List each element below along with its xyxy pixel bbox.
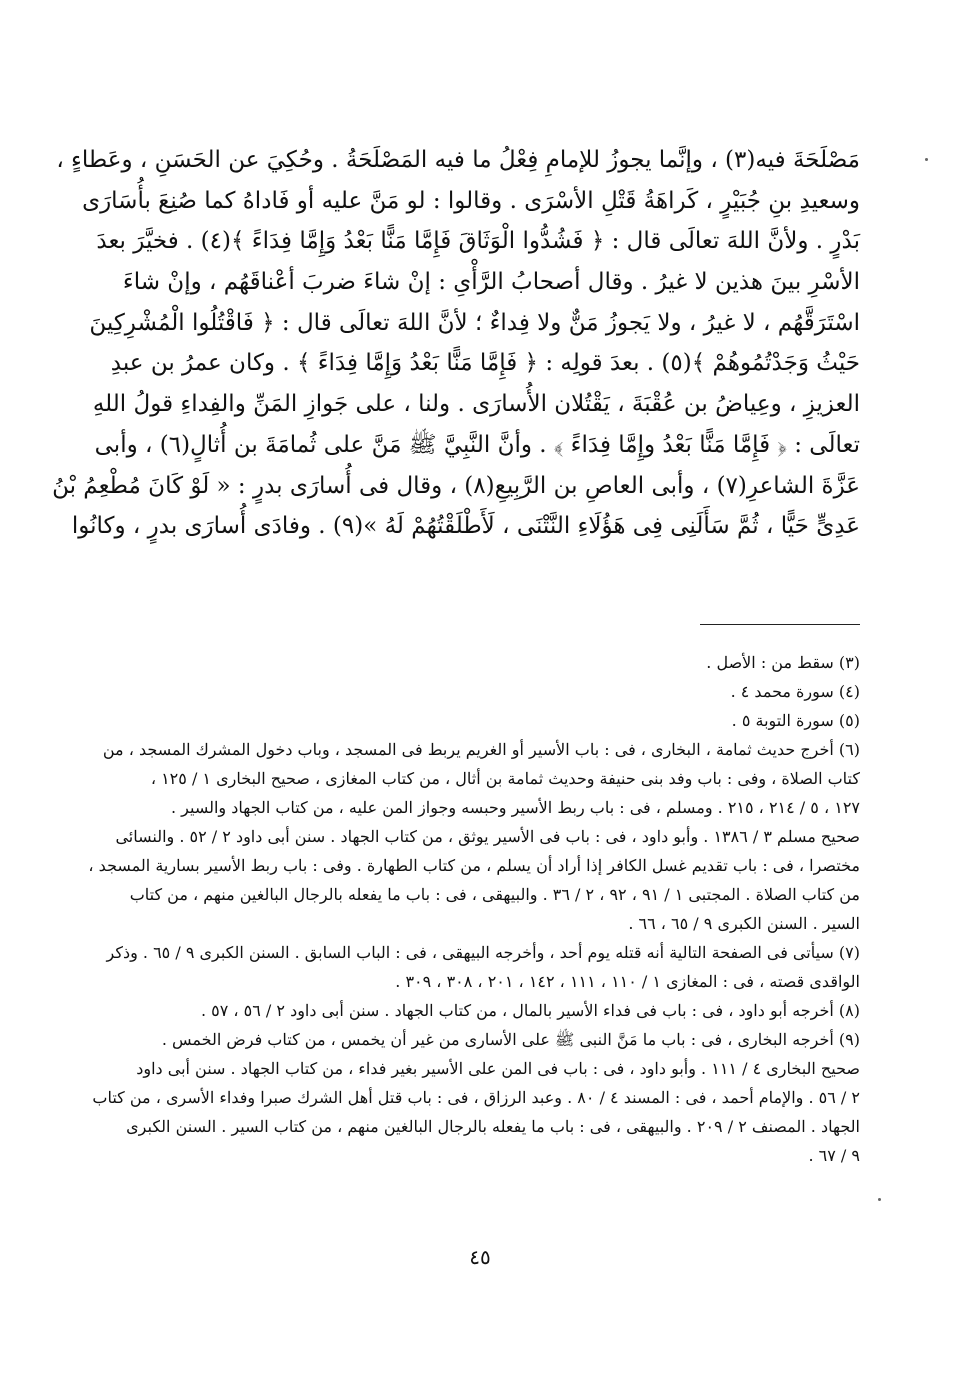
footnote-line: كتاب الصلاة ، وفى : باب وفد بنى حنيفة وحديث ثمامة بن أثال ، من كتاب المغازى ، صحيح البخارى ١ / ١٢٥ ، bbox=[150, 769, 860, 788]
main-text-line: العزيزِ ، وعِياضُ بن عُقْبَةَ ، يَقْتُلان الأُسارَى . ولنا ، على جَوازِ المَنِّ والفِداءِ قولُ اللهِ bbox=[92, 391, 860, 418]
main-text-line: حَيْثُ وَجَدْتُمُوهُمْ ﴾(٥) . بعدَ قولِه : ﴿ فَإِمَّا مَنًّا بَعْدُ وَإِمَّا فِدَاءً ﴾ . وكان عمرُ بن عبدِ bbox=[110, 350, 860, 377]
footnote-6 bbox=[88, 735, 860, 938]
main-text-line: اسْتَرَقَّهُم ، لا غيرُ ، ولا يَجوزُ مَنٌّ ولا فِداءٌ ؛ لأنَّ اللهَ تعالَى قال : ﴿ فَاقْتُلُوا الْمُشْرِكِينَ bbox=[89, 309, 860, 336]
scan-speck bbox=[925, 158, 928, 161]
main-text bbox=[52, 140, 860, 547]
footnote-line: ١٢٧ ، ٥ / ٢١٤ ، ٢١٥ . ومسلم ، فى : باب ربط الأسير وحبسه وجواز المن عليه ، من كتاب الجهاد والسير . bbox=[171, 798, 860, 817]
footnote-5 bbox=[150, 706, 860, 735]
footnote-line: صحيح مسلم ٣ / ١٣٨٦ . وأبو داود ، فى : باب فى الأسير يوثق ، من كتاب الجهاد . سنن أبى داود ٢ / ٥٢ . والنسائى bbox=[115, 827, 860, 846]
main-text-line: الأسْرِ بينَ هذين لا غيرُ . وقال أصحابُ الرَّأْىِ : إنْ شاءَ ضربَ أعْناقَهُم ، وإنْ شاءَ bbox=[122, 269, 860, 296]
footnote-8 bbox=[150, 996, 860, 1025]
footnote-line: ٩ / ٦٧ . bbox=[808, 1146, 860, 1165]
footnote-line: (٥) سورة التوبة ٥ . bbox=[731, 711, 860, 730]
footnote-9 bbox=[92, 1025, 860, 1170]
scan-speck bbox=[878, 1198, 881, 1201]
footnote-line: السير . السنن الكبرى ٩ / ٦٥ ، ٦٦ . bbox=[628, 914, 860, 933]
footnote-line: (٦) أخرج حديث ثمامة ، البخارى ، فى : باب الأسير أو الغريم يربط فى المسجد ، وباب دخول المشرك المسجد ، من bbox=[102, 740, 860, 759]
footnote-line: من كتاب الصلاة . المجتبى ١ / ٩١ ، ٩٢ ، ٢ / ٣٦ . والبيهقى ، فى : باب ما يفعله بالرجال البالغين منهم ، من كتاب bbox=[129, 885, 860, 904]
footnote-line: ٢ / ٥٦ . والإمام أحمد ، فى : المسند ٤ / ٨٠ . وعبد الرزاق ، فى : باب قتل أهل الشرك صبرا وفداء الأسرى ، من كتاب bbox=[92, 1088, 860, 1107]
footnote-4 bbox=[150, 677, 860, 706]
footnote-line: (٩) أخرجه البخارى ، فى : باب ما مَنَّ النبى ﷺ على الأسارى من غير أن يخمس ، من كتاب فرض الخمس . bbox=[161, 1030, 860, 1049]
footnote-line: (٧) سيأتى فى الصفحة التالية أنه قتله يوم أحد ، وأخرجه البيهقى ، فى : الباب السابق . السنن الكبرى ٩ / ٦٥ . وذكر bbox=[106, 943, 860, 962]
footnote-line: (٣) سقط من : الأصل . bbox=[706, 653, 860, 672]
footnote-line: صحيح البخارى ٤ / ١١١ . وأبو داود ، فى : باب فى المن على الأسير بغير فداء ، من كتاب الجهاد . سنن أبى داود bbox=[136, 1059, 860, 1078]
footnote-line: الواقدى قصته ، فى : المغازى ١ / ١١٠ ، ١١١ ، ١٤٢ ، ٢٠١ ، ٣٠٨ ، ٣٠٩ . bbox=[395, 972, 860, 991]
footnotes bbox=[88, 648, 860, 1170]
main-text-line: مَصْلَحَةَ فيه(٣) ، وإنَّما يجوزُ للإمامِ فِعْلُ ما فيه المَصْلَحَةُ . وحُكِيَ عن الحَسَنِ ، وعَطاءٍ ، bbox=[56, 147, 860, 173]
page-number: ٤٥ bbox=[469, 1245, 491, 1269]
main-text-line: عَزَّةَ الشاعرِ(٧) ، وأبى العاصِ بن الرَّبِيعِ(٨) ، وقال فى أُسارَى بدرٍ : « لَوْ كَانَ مُطْعِمُ بْنُ bbox=[52, 472, 860, 499]
footnote-separator bbox=[700, 624, 860, 625]
footnote-3 bbox=[150, 648, 860, 677]
main-text-line: تعالَى : ﴿ فَإِمَّا مَنًّا بَعْدُ وإِمَّا فِدَاءً ﴾ . وأنَّ النَّبِيَّ ﷺ مَنَّ على ثُمامَةَ بن أُثالٍ(٦) ، وأبى bbox=[94, 431, 860, 458]
main-text-line: وسعيدِ بنِ جُبَيْرٍ ، كَراهَةُ قَتْلِ الأسْرَى . وقالوا : لو مَنَّ عليه أو فَاداهُ كما صُنِعَ بأُسَارَى bbox=[82, 187, 860, 214]
footnote-7 bbox=[106, 938, 860, 996]
footnote-line: (٨) أخرجه أبو داود ، فى : باب فى فداء الأسير بالمال ، من كتاب الجهاد . سنن أبى داود ٢ / ٥٦ ، ٥٧ . bbox=[200, 1001, 860, 1020]
footnote-line: مختصرا ، فى : باب تقديم غسل الكافر إذا أراد أن يسلم ، من كتاب الطهارة . وفى : باب ربط الأسير بسارية المسجد ، bbox=[88, 856, 860, 875]
main-text-line: عَدِىٍّ حَيًّا ، ثُمَّ سَأَلَنِى فِى هَؤُلَاءِ النَّتْنَى ، لَأَطْلَقْتُهُمْ لَهُ »(٩) . وفادَى أُسارَى بدرٍ ، وكانُوا bbox=[71, 513, 860, 540]
footnote-line: الجهاد . المصنف ٢ / ٢٠٩ . والبيهقى ، فى : باب ما يفعله بالرجال البالغين منهم ، من كتاب السير . السنن الكبرى bbox=[126, 1117, 860, 1136]
footnote-line: (٤) سورة محمد ٤ . bbox=[730, 682, 860, 701]
main-text-line: بَدْرٍ . ولأنَّ اللهَ تعالَى قال : ﴿ فَشُدُّوا الْوَثَاقَ فَإِمَّا مَنًّا بَعْدُ وَإِمَّا فِدَاءً ﴾(٤) . فخيَّرَ بعدَ bbox=[96, 228, 860, 255]
